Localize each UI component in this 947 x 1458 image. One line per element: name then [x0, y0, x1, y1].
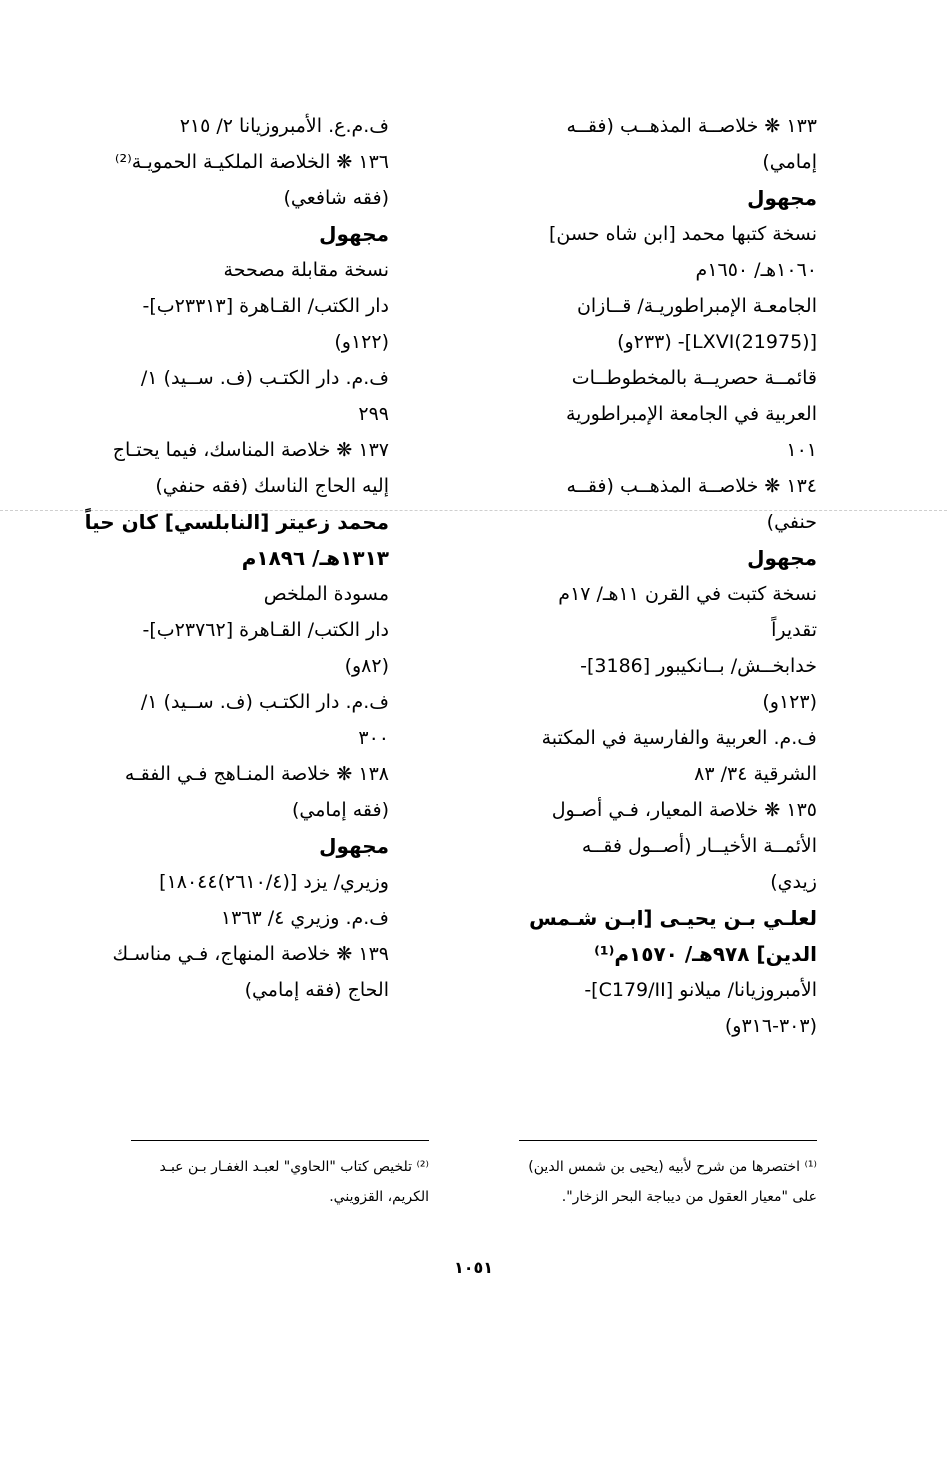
detail-line: دار الكتب/ القـاهرة [٢٣٣١٣ب]-	[142, 295, 389, 317]
detail-line: الأمبروزيانا/ ميلانو [C179/II]-	[584, 979, 817, 1001]
detail-line: (٣٠٣-٣١٦و)	[724, 1015, 817, 1037]
detail-line: الشرقية ٣٤/ ٨٣	[694, 763, 817, 785]
entry-title-line: ١٣٥ ❋ خلاصة المعيار، فـي أصـول	[551, 799, 817, 821]
detail-line: دار الكتب/ القـاهرة [٢٣٧٦٢ب]-	[142, 619, 389, 641]
detail-line: ٣٠٠	[358, 727, 389, 749]
entry-title-line: إليه الحاج الناسك (فقه حنفي)	[155, 475, 389, 497]
detail-line: ١٠١	[786, 439, 817, 461]
author-line: مجهول	[319, 222, 389, 246]
right-column	[487, 108, 817, 1044]
detail-line: [LXVI(21975)]- (٢٣٣و)	[617, 331, 817, 353]
detail-line: نسخة كتبت في القرن ١١هـ/ ١٧م	[558, 583, 817, 605]
author-line: مجهول	[747, 186, 817, 210]
detail-line: ف.م. العربية والفارسية في المكتبة	[541, 727, 817, 749]
footnote-line: ⁽¹⁾ اختصرها من شرح لأبيه (يحيى بن شمس الدين)	[528, 1159, 817, 1175]
footnote-line: على "معيار العقول من ديباجة البحر الزخار".	[561, 1189, 817, 1205]
detail-line: ف.م.ع. الأمبروزيانا ٢/ ٢١٥	[179, 115, 389, 137]
detail-line: (٨٢و)	[344, 655, 389, 677]
entry-title-line: إمامي)	[762, 151, 817, 173]
footnote-line: ⁽²⁾ تلخيص كتاب "الحاوي" لعبـد الغفـار بـن عبـد	[159, 1159, 429, 1175]
detail-line: نسخة مقابلة مصححة	[223, 259, 389, 281]
author-line: ١٣١٣هـ/ ١٨٩٦م	[241, 546, 389, 570]
detail-line: (١٢٣و)	[762, 691, 817, 713]
footnote-divider-left	[131, 1140, 429, 1141]
entry-title-line: ١٣٩ ❋ خلاصة المنهاج، فـي مناسـك	[112, 943, 389, 965]
author-line: محمد زعيتر [النابلسي] كان حياً	[84, 510, 389, 534]
author-line: الدين] ٩٧٨هـ/ ١٥٧٠م⁽¹⁾	[594, 942, 817, 966]
footnotes-left	[99, 1152, 429, 1212]
detail-line: ٢٩٩	[358, 403, 389, 425]
footnotes-right	[487, 1152, 817, 1212]
entry-title-line: ١٣٣ ❋ خلاصــة المذهــب (فقــه	[566, 115, 817, 137]
entry-title-line: الحاج (فقه إمامي)	[244, 979, 389, 1001]
detail-line: ١٠٦٠هـ/ ١٦٥٠م	[695, 259, 817, 281]
author-line: مجهول	[319, 834, 389, 858]
detail-line: العربية في الجامعة الإمبراطورية	[566, 403, 817, 425]
left-column	[59, 108, 389, 1008]
detail-line: مسودة الملخص	[263, 583, 389, 605]
detail-line: نسخة كتبها محمد [ابن شاه حسن]	[548, 223, 817, 245]
entry-title-line: ١٣٧ ❋ خلاصة المناسك، فيما يحتـاج	[112, 439, 389, 461]
detail-line: ف.م. دار الكتـب (ف. ســيد) ١/	[140, 367, 389, 389]
author-line: مجهول	[747, 546, 817, 570]
detail-line: قائمــة حصريــة بالمخطوطــات	[571, 367, 817, 389]
detail-line: ف.م. وزيري ٤/ ١٣٦٣	[220, 907, 389, 929]
entry-title-line: زيدي)	[770, 871, 817, 893]
entry-title-line: حنفي)	[766, 511, 817, 533]
entry-title-line: ١٣٦ ❋ الخلاصة الملكيـة الحمويـة⁽²⁾	[114, 151, 389, 173]
footnote-line: الكريم، القزويني.	[329, 1189, 429, 1205]
entry-title-line: (فقه شافعي)	[283, 187, 389, 209]
entry-title-line: الأئمــة الأخيــار (أصــول فقــه	[581, 835, 817, 857]
page-number: ١٠٥١	[453, 1258, 494, 1277]
footnote-divider-right	[519, 1140, 817, 1141]
detail-line: تقديراً	[771, 619, 817, 641]
author-line: لعلـي بـن يحيـى [ابـن شـمس	[529, 906, 817, 930]
entry-title-line: (فقه إمامي)	[291, 799, 389, 821]
detail-line: ف.م. دار الكتـب (ف. ســيد) ١/	[140, 691, 389, 713]
entry-title-line: ١٣٨ ❋ خلاصة المنـاهج فـي الفقـه	[124, 763, 389, 785]
detail-line: (١٢٢و)	[334, 331, 389, 353]
detail-line: الجامعـة الإمبراطوريـة/ قــازان	[576, 295, 817, 317]
entry-title-line: ١٣٤ ❋ خلاصــة المذهــب (فقــه	[566, 475, 817, 497]
detail-line: خدابخــش/ بــانكيبور [3186]-	[580, 655, 817, 677]
detail-line: وزيري/ يزد [(٢٦١٠/٤)١٨٠٤٤]	[159, 871, 389, 893]
